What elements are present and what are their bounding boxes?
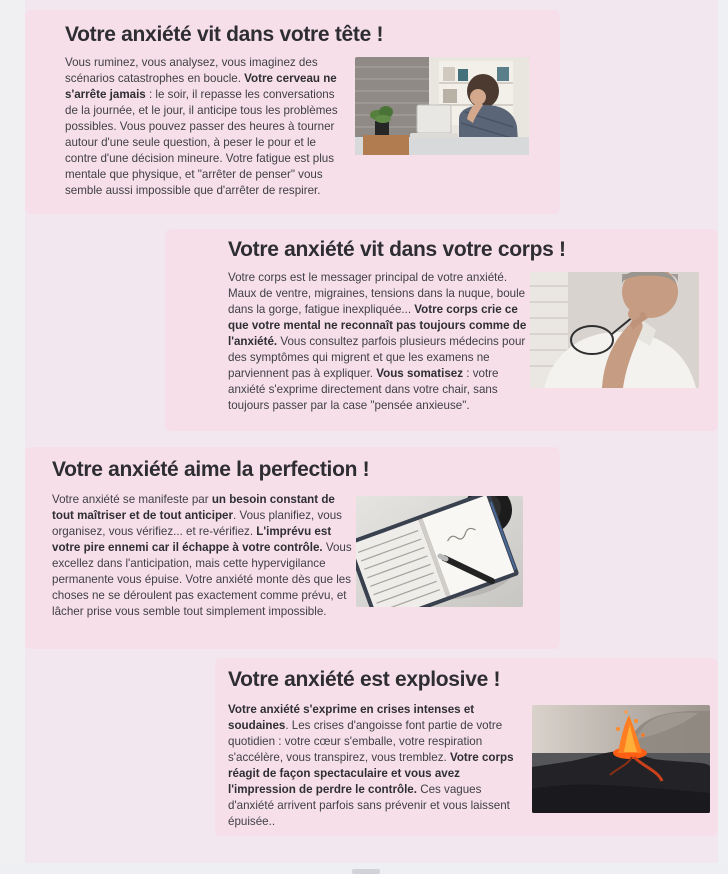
photo-man-glasses xyxy=(530,272,699,388)
photo-notebook-pen xyxy=(356,496,523,607)
section-title-perfection: Votre anxiété aime la perfection ! xyxy=(52,458,370,481)
photo-volcano-illustration xyxy=(532,705,710,813)
section-title-explosive: Votre anxiété est explosive ! xyxy=(228,668,501,691)
section-card-tete xyxy=(25,10,560,214)
section-body-explosive: Votre anxiété s'exprime en crises intenses et soudaines. Les crises d'angoisse font partie de votre quotidien : votre cœur s'emballe, votre respiration s'accélère, vous transpirez, vous tremblez. Votre corps réagit de façon spectaculaire et vous avez l'impression de perdre le contrôle. Ces vagues d'anxiété arrivent parfois sans prévenir et vous laissent épuisée.. xyxy=(228,703,514,828)
section-card-explosive xyxy=(215,658,718,836)
section-title-tete: Votre anxiété vit dans votre tête ! xyxy=(65,23,384,46)
section-body-corps: Votre corps est le messager principal de votre anxiété. Maux de ventre, migraines, tensions dans la nuque, boule dans la gorge, fatigue inexpliquée... Votre corps crie ce que votre mental ne reconnaît pas toujours comme de l'anxiété. Vous consultez parfois plusieurs médecins pour des symptômes qui migrent et que les examens ne parviennent pas à expliquer. Vous somatisez : votre anxiété s'exprime directement dans votre chair, sans toujours passer par la case "pensée anxieuse". xyxy=(228,271,527,412)
section-title-corps: Votre anxiété vit dans votre corps ! xyxy=(228,238,566,261)
photo-man-glasses-illustration xyxy=(530,272,699,388)
photo-woman-laptop-illustration xyxy=(355,57,529,155)
photo-notebook-pen-illustration xyxy=(356,496,523,607)
scrollbar-track[interactable] xyxy=(718,0,728,874)
below-fold-cutoff-element xyxy=(352,869,380,874)
section-body-tete: Vous ruminez, vous analysez, vous imaginez des scénarios catastrophes en boucle. Votre cerveau ne s'arrête jamais : le soir, il repasse les conversations de la journée, et le jour, il anticipe tous les problèmes possibles. Vous pouvez passer des heures à tourner autour d'une seule question, à peser le pour et le contre d'une décision mineure. Votre fatigue est plus mentale que physique, et "arrêter de penser" vous semble aussi impossible que d'arrêter de respirer. xyxy=(65,56,338,197)
photo-woman-laptop xyxy=(355,57,529,155)
section-body-perfection: Votre anxiété se manifeste par un besoin constant de tout maîtriser et de tout anticiper. Vous planifiez, vous organisez, vous vérifiez... et re-vérifiez. L'imprévu est votre pire ennemi car il échappe à votre contrôle. Vous excellez dans l'anticipation, mais cette hypervigilance permanente vous épuise. Votre anxiété monte dès que les choses ne se déroulent pas exactement comme prévu, et lâcher prise vous semble tout simplement impossible. xyxy=(52,493,352,618)
section-card-corps xyxy=(165,229,718,431)
section-card-perfection xyxy=(25,447,560,649)
photo-volcano-eruption xyxy=(532,705,710,813)
